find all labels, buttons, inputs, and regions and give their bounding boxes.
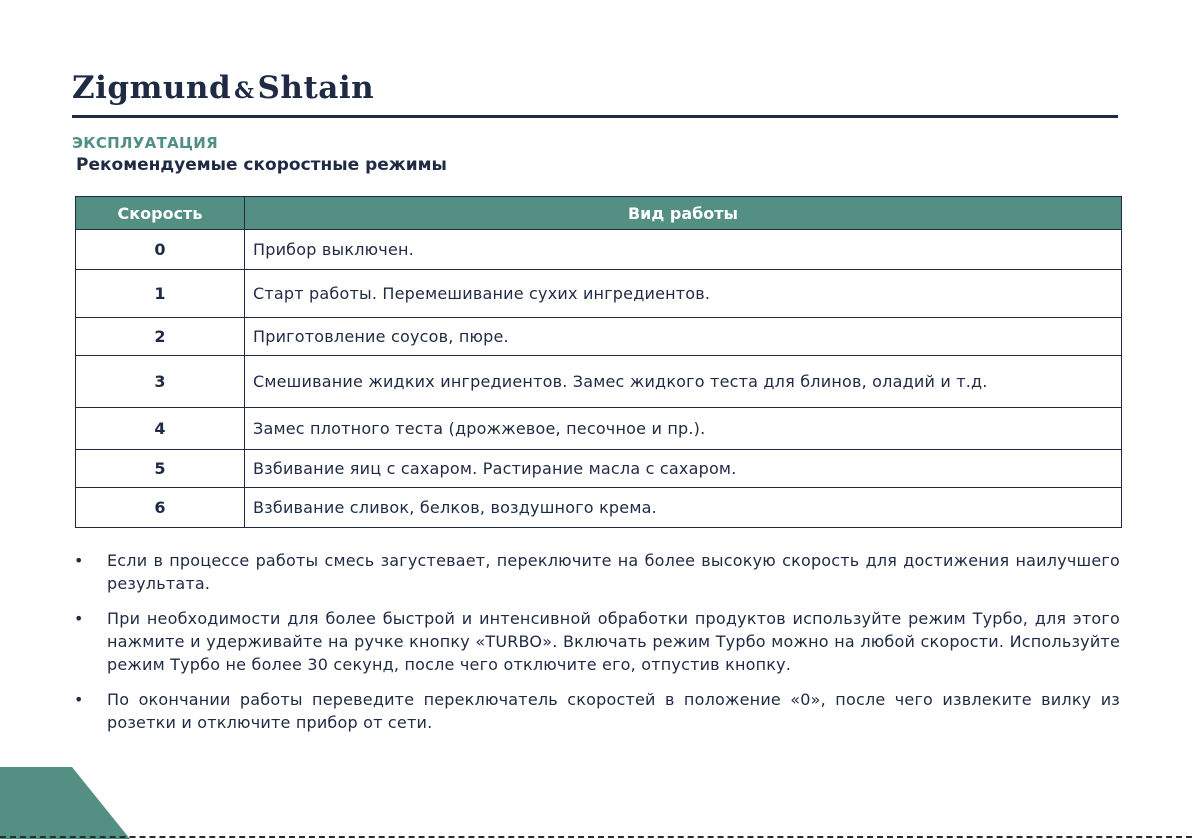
list-item — [74, 688, 1120, 734]
brand-logo-part2: Shtain — [257, 70, 375, 106]
bullet-icon: • — [74, 690, 84, 709]
speed-cell: 1 — [76, 270, 245, 318]
work-cell: Старт работы. Перемешивание сухих ингредиентов. — [245, 270, 1122, 318]
note-text: Если в процессе работы смесь загустевает, переключите на более высокую скорость для достижения наилучшего результата. — [107, 551, 1120, 593]
table-row — [76, 356, 1122, 408]
table-row — [76, 450, 1122, 488]
page-subtitle: Рекомендуемые скоростные режимы — [76, 155, 447, 175]
table-row — [76, 488, 1122, 528]
speed-cell: 0 — [76, 230, 245, 270]
table-row — [76, 270, 1122, 318]
brand-logo-ampersand: & — [234, 78, 255, 104]
table-row — [76, 318, 1122, 356]
speed-cell: 5 — [76, 450, 245, 488]
speed-modes-table — [75, 196, 1122, 528]
list-item — [74, 549, 1120, 595]
brand-logo-part1: Zigmund — [72, 70, 232, 106]
note-text: При необходимости для более быстрой и интенсивной обработки продуктов используйте режим Турбо, для этого нажмите и удерживайте на ручке кнопку «TURBO». Включать режим Турбо можно на любой скорости. Используйте режим Турбо не более 30 секунд, после чего отключите его, отпустив кнопку. — [107, 609, 1120, 674]
table-header-row — [76, 197, 1122, 230]
table-row — [76, 230, 1122, 270]
brand-logo — [72, 70, 374, 106]
work-cell: Прибор выключен. — [245, 230, 1122, 270]
work-cell: Смешивание жидких ингредиентов. Замес жидкого теста для блинов, оладий и т.д. — [245, 356, 1122, 408]
bullet-icon: • — [74, 609, 84, 628]
section-title: ЭКСПЛУАТАЦИЯ — [72, 134, 218, 152]
note-text: По окончании работы переведите переключатель скоростей в положение «0», после чего извлеките вилку из розетки и отключите прибор от сети. — [107, 690, 1120, 732]
usage-notes-list — [74, 549, 1120, 746]
speed-cell: 3 — [76, 356, 245, 408]
header-work-type: Вид работы — [245, 197, 1122, 230]
bullet-icon: • — [74, 551, 84, 570]
header-rule — [72, 115, 1118, 118]
speed-cell: 4 — [76, 408, 245, 450]
corner-decoration — [0, 767, 130, 839]
list-item — [74, 607, 1120, 676]
speed-cell: 2 — [76, 318, 245, 356]
speed-cell: 6 — [76, 488, 245, 528]
work-cell: Взбивание сливок, белков, воздушного крема. — [245, 488, 1122, 528]
table-row — [76, 408, 1122, 450]
work-cell: Замес плотного теста (дрожжевое, песочное и пр.). — [245, 408, 1122, 450]
header-speed: Скорость — [76, 197, 245, 230]
work-cell: Приготовление соусов, пюре. — [245, 318, 1122, 356]
page-bottom-edge — [0, 836, 1192, 838]
work-cell: Взбивание яиц с сахаром. Растирание масла с сахаром. — [245, 450, 1122, 488]
